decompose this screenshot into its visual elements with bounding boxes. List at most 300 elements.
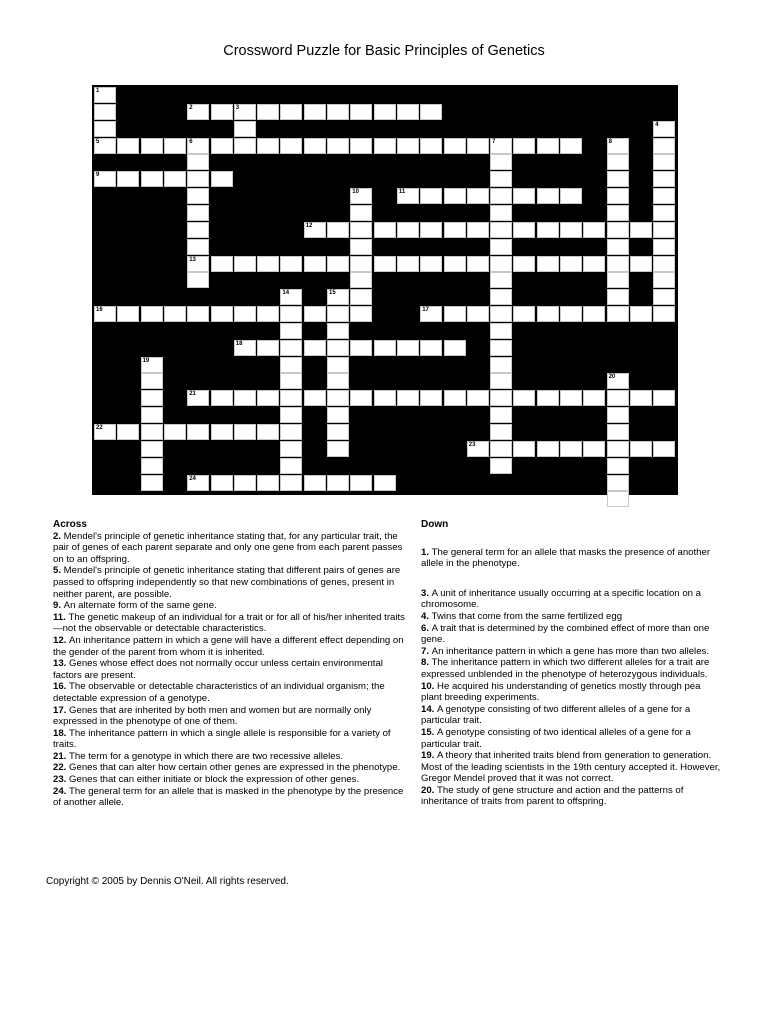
clue-item	[421, 547, 721, 570]
clue-label: 4.	[421, 610, 432, 622]
grid-cell[interactable]	[397, 188, 419, 204]
clue-number: 8	[608, 138, 612, 145]
grid-cell[interactable]	[304, 475, 326, 491]
clue-number: 5	[96, 138, 100, 145]
grid-cell[interactable]	[444, 188, 466, 204]
grid-cell[interactable]	[94, 424, 116, 440]
grid-cell[interactable]	[374, 222, 396, 238]
clue-number: 6	[189, 138, 193, 145]
across-heading: Across	[53, 519, 87, 530]
clue-text: The observable or detectable characteristics of an individual organism; the detectable expression of a genotype.	[53, 681, 385, 704]
grid-cell[interactable]	[94, 104, 116, 120]
grid-cell[interactable]	[94, 306, 116, 322]
grid-cell[interactable]	[653, 272, 675, 288]
grid-cell[interactable]	[141, 373, 163, 389]
clue-label: 24.	[53, 785, 70, 797]
grid-cell[interactable]	[490, 458, 512, 474]
grid-cell[interactable]	[187, 171, 209, 187]
clue-text: The general term for an allele that is masked in the phenotype by the presence of another allele.	[53, 785, 404, 809]
clue-item	[421, 704, 721, 727]
clue-text: An inheritance pattern in which a gene has more than two alleles.	[431, 645, 709, 657]
clue-label: 17.	[53, 704, 70, 716]
grid-cell[interactable]	[164, 424, 186, 440]
grid-cell[interactable]	[630, 441, 652, 457]
grid-cell[interactable]	[187, 475, 209, 491]
grid-cell[interactable]	[117, 306, 139, 322]
grid-cell[interactable]	[513, 441, 535, 457]
grid-cell[interactable]	[397, 256, 419, 272]
clue-label: 2.	[53, 530, 64, 542]
down-heading: Down	[421, 519, 449, 530]
grid-cell[interactable]	[653, 441, 675, 457]
grid-cell[interactable]	[420, 104, 442, 120]
grid-cell[interactable]	[280, 138, 302, 154]
grid-cell[interactable]	[187, 424, 209, 440]
copyright-notice: Copyright © 2005 by Dennis O'Neil. All rights reserved.	[46, 876, 289, 887]
clue-number: 20	[608, 374, 616, 381]
grid-cell[interactable]	[444, 138, 466, 154]
grid-cell[interactable]	[513, 222, 535, 238]
grid-cell[interactable]	[257, 104, 279, 120]
grid-cell[interactable]	[257, 256, 279, 272]
grid-cell[interactable]	[467, 306, 489, 322]
grid-cell[interactable]	[607, 441, 629, 457]
grid-cell[interactable]	[374, 390, 396, 406]
grid-cell[interactable]	[327, 138, 349, 154]
clue-number: 7	[492, 138, 496, 145]
grid-cell[interactable]	[490, 441, 512, 457]
grid-cell[interactable]	[187, 306, 209, 322]
grid-cell[interactable]	[141, 475, 163, 491]
grid-cell[interactable]	[350, 104, 372, 120]
grid-cell[interactable]	[350, 272, 372, 288]
clue-item	[421, 727, 721, 750]
clue-item	[53, 635, 405, 658]
grid-cell[interactable]	[537, 390, 559, 406]
grid-cell[interactable]	[141, 458, 163, 474]
grid-cell[interactable]	[607, 205, 629, 221]
clue-label: 19.	[421, 750, 438, 762]
clue-label: 12.	[53, 634, 70, 646]
grid-cell[interactable]	[187, 222, 209, 238]
grid-cell[interactable]	[420, 256, 442, 272]
grid-cell[interactable]	[211, 306, 233, 322]
grid-cell[interactable]	[280, 390, 302, 406]
grid-cell[interactable]	[490, 138, 512, 154]
grid-cell[interactable]	[607, 373, 629, 389]
clue-label: 13.	[53, 658, 70, 670]
clue-text: Genes whose effect does not normally occur unless certain environmental factors are present.	[53, 658, 383, 681]
grid-cell[interactable]	[537, 306, 559, 322]
grid-cell[interactable]	[467, 390, 489, 406]
clue-text: Mendel's principle of genetic inheritance stating that different pairs of genes are passed to offspring independently so that new combinations of genes, present in neither parent, are possible.	[53, 565, 401, 600]
grid-cell[interactable]	[280, 104, 302, 120]
grid-cell[interactable]	[327, 340, 349, 356]
clue-number: 23	[468, 441, 476, 448]
grid-cell[interactable]	[607, 407, 629, 423]
grid-cell[interactable]	[280, 475, 302, 491]
clue-number: 10	[352, 189, 359, 196]
grid-cell[interactable]	[350, 289, 372, 305]
grid-cell[interactable]	[211, 424, 233, 440]
grid-cell[interactable]	[420, 306, 442, 322]
grid-cell[interactable]	[327, 441, 349, 457]
grid-cell[interactable]	[350, 205, 372, 221]
grid-cell[interactable]	[234, 256, 256, 272]
grid-cell[interactable]	[653, 256, 675, 272]
grid-cell[interactable]	[234, 475, 256, 491]
grid-cell[interactable]	[607, 475, 629, 491]
grid-cell[interactable]	[280, 373, 302, 389]
grid-cell[interactable]	[350, 340, 372, 356]
grid-cell[interactable]	[444, 340, 466, 356]
grid-cell[interactable]	[187, 256, 209, 272]
grid-cell[interactable]	[653, 205, 675, 221]
grid-cell[interactable]	[513, 138, 535, 154]
clue-text: The study of gene structure and action and the patterns of inheritance of traits from parent to offspring.	[421, 784, 684, 808]
grid-cell[interactable]	[420, 390, 442, 406]
grid-cell[interactable]	[350, 390, 372, 406]
grid-cell[interactable]	[490, 289, 512, 305]
grid-cell[interactable]	[327, 256, 349, 272]
clue-label: 1.	[421, 546, 432, 558]
grid-cell[interactable]	[653, 171, 675, 187]
grid-cell[interactable]	[537, 138, 559, 154]
grid-cell[interactable]	[490, 424, 512, 440]
grid-cell[interactable]	[257, 475, 279, 491]
grid-cell[interactable]	[397, 138, 419, 154]
grid-cell[interactable]	[607, 272, 629, 288]
grid-cell[interactable]	[327, 407, 349, 423]
grid-cell[interactable]	[607, 138, 629, 154]
grid-cell[interactable]	[257, 390, 279, 406]
grid-cell[interactable]	[374, 104, 396, 120]
clue-item	[421, 623, 721, 646]
grid-cell[interactable]	[141, 407, 163, 423]
clue-number: 11	[398, 189, 406, 196]
grid-cell[interactable]	[490, 256, 512, 272]
grid-cell[interactable]	[397, 390, 419, 406]
grid-cell[interactable]	[234, 306, 256, 322]
grid-cell[interactable]	[280, 256, 302, 272]
grid-cell[interactable]	[467, 138, 489, 154]
grid-cell[interactable]	[211, 390, 233, 406]
grid-cell[interactable]	[560, 306, 582, 322]
grid-cell[interactable]	[164, 306, 186, 322]
grid-cell[interactable]	[327, 323, 349, 339]
clue-number: 18	[235, 340, 243, 347]
grid-cell[interactable]	[653, 188, 675, 204]
grid-cell[interactable]	[490, 154, 512, 170]
clue-text: Genes that can alter how certain other genes are expressed in the phenotype.	[69, 762, 401, 774]
clue-text: The genetic makeup of an individual for a trait or for all of his/her inherited traits—not the observable or detectable characteristics.	[53, 611, 405, 635]
grid-cell[interactable]	[280, 424, 302, 440]
grid-cell[interactable]	[490, 222, 512, 238]
clue-number: 1	[96, 88, 100, 94]
grid-cell[interactable]	[234, 390, 256, 406]
clue-text: The inheritance pattern in which a single allele is responsible for a variety of traits.	[53, 727, 391, 751]
clue-item	[53, 600, 405, 612]
grid-cell[interactable]	[164, 138, 186, 154]
clue-item	[421, 681, 721, 704]
grid-cell[interactable]	[467, 441, 489, 457]
clue-text: A trait that is determined by the combined effect of more than one gene.	[421, 622, 710, 646]
grid-cell[interactable]	[607, 222, 629, 238]
grid-cell[interactable]	[304, 104, 326, 120]
grid-cell[interactable]	[187, 390, 209, 406]
grid-cell[interactable]	[467, 188, 489, 204]
grid-cell[interactable]	[187, 205, 209, 221]
clue-label: 15.	[421, 726, 438, 738]
grid-cell[interactable]	[257, 424, 279, 440]
grid-cell[interactable]	[327, 373, 349, 389]
grid-cell[interactable]	[234, 424, 256, 440]
clue-item	[53, 728, 405, 751]
clue-label: 20.	[421, 784, 438, 796]
clue-item	[53, 658, 405, 681]
grid-cell[interactable]	[187, 239, 209, 255]
grid-cell[interactable]	[467, 256, 489, 272]
grid-cell[interactable]	[141, 138, 163, 154]
grid-cell[interactable]	[327, 306, 349, 322]
grid-cell[interactable]	[653, 138, 675, 154]
grid-cell[interactable]	[141, 390, 163, 406]
grid-cell[interactable]	[537, 441, 559, 457]
grid-cell[interactable]	[583, 222, 605, 238]
grid-cell[interactable]	[537, 222, 559, 238]
grid-cell[interactable]	[583, 390, 605, 406]
grid-cell[interactable]	[653, 222, 675, 238]
grid-cell[interactable]	[187, 154, 209, 170]
grid-cell[interactable]	[374, 475, 396, 491]
grid-cell[interactable]	[327, 475, 349, 491]
grid-cell[interactable]	[327, 289, 349, 305]
grid-cell[interactable]	[374, 256, 396, 272]
grid-cell[interactable]	[490, 407, 512, 423]
grid-cell[interactable]	[211, 138, 233, 154]
grid-cell[interactable]	[187, 188, 209, 204]
clue-number: 21	[189, 391, 196, 398]
grid-cell[interactable]	[513, 306, 535, 322]
grid-cell[interactable]	[397, 222, 419, 238]
grid-cell[interactable]	[280, 357, 302, 373]
grid-cell[interactable]	[397, 104, 419, 120]
grid-cell[interactable]	[257, 340, 279, 356]
grid-cell[interactable]	[187, 272, 209, 288]
grid-cell[interactable]	[280, 340, 302, 356]
grid-cell[interactable]	[490, 357, 512, 373]
grid-cell[interactable]	[141, 171, 163, 187]
clue-label: 18.	[53, 727, 70, 739]
grid-cell[interactable]	[490, 205, 512, 221]
grid-cell[interactable]	[304, 340, 326, 356]
grid-cell[interactable]	[490, 239, 512, 255]
grid-cell[interactable]	[304, 138, 326, 154]
grid-cell[interactable]	[141, 441, 163, 457]
grid-cell[interactable]	[304, 222, 326, 238]
grid-cell[interactable]	[327, 424, 349, 440]
clue-label: 11.	[53, 611, 69, 623]
clue-label: 23.	[53, 774, 70, 786]
grid-cell[interactable]	[187, 104, 209, 120]
grid-cell[interactable]	[607, 289, 629, 305]
grid-cell[interactable]	[234, 121, 256, 137]
grid-cell[interactable]	[327, 357, 349, 373]
grid-cell[interactable]	[304, 306, 326, 322]
grid-cell[interactable]	[607, 239, 629, 255]
grid-cell[interactable]	[444, 222, 466, 238]
grid-cell[interactable]	[350, 222, 372, 238]
grid-cell[interactable]	[560, 222, 582, 238]
grid-cell[interactable]	[560, 256, 582, 272]
grid-cell[interactable]	[280, 323, 302, 339]
grid-cell[interactable]	[607, 458, 629, 474]
grid-cell[interactable]	[420, 222, 442, 238]
grid-cell[interactable]	[304, 390, 326, 406]
grid-cell[interactable]	[420, 340, 442, 356]
grid-cell[interactable]	[490, 323, 512, 339]
grid-cell[interactable]	[374, 340, 396, 356]
grid-cell[interactable]	[607, 491, 629, 507]
across-clue-list	[53, 531, 405, 809]
grid-cell[interactable]	[350, 239, 372, 255]
clue-number: 3	[235, 104, 240, 111]
clue-item	[421, 646, 721, 658]
grid-cell[interactable]	[234, 340, 256, 356]
clue-label: 22.	[53, 762, 70, 774]
clue-text: A genotype consisting of two different alleles of a gene for a particular trait.	[421, 703, 691, 727]
grid-cell[interactable]	[327, 222, 349, 238]
grid-cell[interactable]	[653, 239, 675, 255]
grid-cell[interactable]	[257, 306, 279, 322]
grid-cell[interactable]	[607, 256, 629, 272]
grid-cell[interactable]	[444, 256, 466, 272]
clue-item	[53, 565, 405, 600]
clue-text: A genotype consisting of two identical alleles of a gene for a particular trait.	[421, 726, 691, 750]
grid-cell[interactable]	[94, 171, 116, 187]
grid-cell[interactable]	[94, 87, 116, 103]
clue-number: 12	[305, 222, 313, 229]
grid-cell[interactable]	[327, 104, 349, 120]
grid-cell[interactable]	[490, 340, 512, 356]
grid-cell[interactable]	[490, 188, 512, 204]
grid-cell[interactable]	[141, 424, 163, 440]
grid-cell[interactable]	[490, 272, 512, 288]
clue-number: 9	[96, 172, 100, 179]
grid-cell[interactable]	[141, 357, 163, 373]
clue-number: 15	[329, 290, 336, 297]
grid-cell[interactable]	[280, 289, 302, 305]
grid-cell[interactable]	[420, 138, 442, 154]
grid-cell[interactable]	[560, 390, 582, 406]
grid-cell[interactable]	[653, 121, 675, 137]
clue-label: 6.	[421, 622, 432, 634]
grid-cell[interactable]	[211, 171, 233, 187]
grid-cell[interactable]	[374, 138, 396, 154]
grid-cell[interactable]	[560, 188, 582, 204]
grid-cell[interactable]	[490, 306, 512, 322]
clue-text: Genes that are inherited by both men and women but are normally only expressed in the phenotype of one of them.	[53, 704, 372, 728]
grid-cell[interactable]	[607, 188, 629, 204]
grid-cell[interactable]	[420, 188, 442, 204]
grid-cell[interactable]	[513, 256, 535, 272]
grid-cell[interactable]	[211, 256, 233, 272]
grid-cell[interactable]	[350, 188, 372, 204]
grid-cell[interactable]	[234, 138, 256, 154]
grid-cell[interactable]	[583, 306, 605, 322]
grid-cell[interactable]	[350, 138, 372, 154]
grid-cell[interactable]	[94, 121, 116, 137]
grid-cell[interactable]	[560, 441, 582, 457]
clue-item	[421, 657, 721, 680]
grid-cell[interactable]	[211, 104, 233, 120]
grid-cell[interactable]	[187, 138, 209, 154]
grid-cell[interactable]	[607, 171, 629, 187]
grid-cell[interactable]	[653, 154, 675, 170]
grid-cell[interactable]	[513, 390, 535, 406]
grid-cell[interactable]	[607, 424, 629, 440]
grid-cell[interactable]	[280, 441, 302, 457]
grid-cell[interactable]	[653, 390, 675, 406]
clue-text: The term for a genotype in which there are two recessive alleles.	[69, 750, 344, 762]
grid-cell[interactable]	[397, 340, 419, 356]
grid-cell[interactable]	[537, 188, 559, 204]
grid-cell[interactable]	[537, 256, 559, 272]
grid-cell[interactable]	[630, 306, 652, 322]
grid-cell[interactable]	[117, 171, 139, 187]
grid-cell[interactable]	[630, 256, 652, 272]
grid-cell[interactable]	[607, 154, 629, 170]
grid-cell[interactable]	[211, 475, 233, 491]
grid-cell[interactable]	[117, 424, 139, 440]
grid-cell[interactable]	[94, 138, 116, 154]
grid-cell[interactable]	[490, 390, 512, 406]
clue-label: 3.	[421, 587, 432, 599]
grid-cell[interactable]	[560, 138, 582, 154]
grid-cell[interactable]	[304, 256, 326, 272]
grid-cell[interactable]	[350, 475, 372, 491]
grid-cell[interactable]	[164, 171, 186, 187]
grid-cell[interactable]	[583, 441, 605, 457]
grid-cell[interactable]	[444, 306, 466, 322]
grid-cell[interactable]	[280, 306, 302, 322]
grid-cell[interactable]	[607, 390, 629, 406]
grid-cell[interactable]	[350, 306, 372, 322]
grid-cell[interactable]	[630, 222, 652, 238]
grid-cell[interactable]	[280, 407, 302, 423]
grid-cell[interactable]	[467, 222, 489, 238]
clue-text: Mendel's principle of genetic inheritance stating that, for any particular trait, the pair of genes of each parent separate and only one gene from each parent passes on to an offspring.	[53, 530, 403, 565]
clue-item	[421, 750, 721, 785]
grid-cell[interactable]	[653, 306, 675, 322]
clue-item	[421, 611, 721, 623]
grid-cell[interactable]	[490, 171, 512, 187]
grid-cell[interactable]	[513, 188, 535, 204]
grid-cell[interactable]	[653, 289, 675, 305]
grid-cell[interactable]	[234, 104, 256, 120]
grid-cell[interactable]	[607, 306, 629, 322]
grid-cell[interactable]	[444, 390, 466, 406]
grid-cell[interactable]	[280, 458, 302, 474]
grid-cell[interactable]	[630, 390, 652, 406]
grid-cell[interactable]	[327, 390, 349, 406]
grid-cell[interactable]	[583, 256, 605, 272]
grid-cell[interactable]	[350, 256, 372, 272]
grid-cell[interactable]	[141, 306, 163, 322]
grid-cell[interactable]	[257, 138, 279, 154]
grid-cell[interactable]	[117, 138, 139, 154]
grid-cell[interactable]	[490, 373, 512, 389]
